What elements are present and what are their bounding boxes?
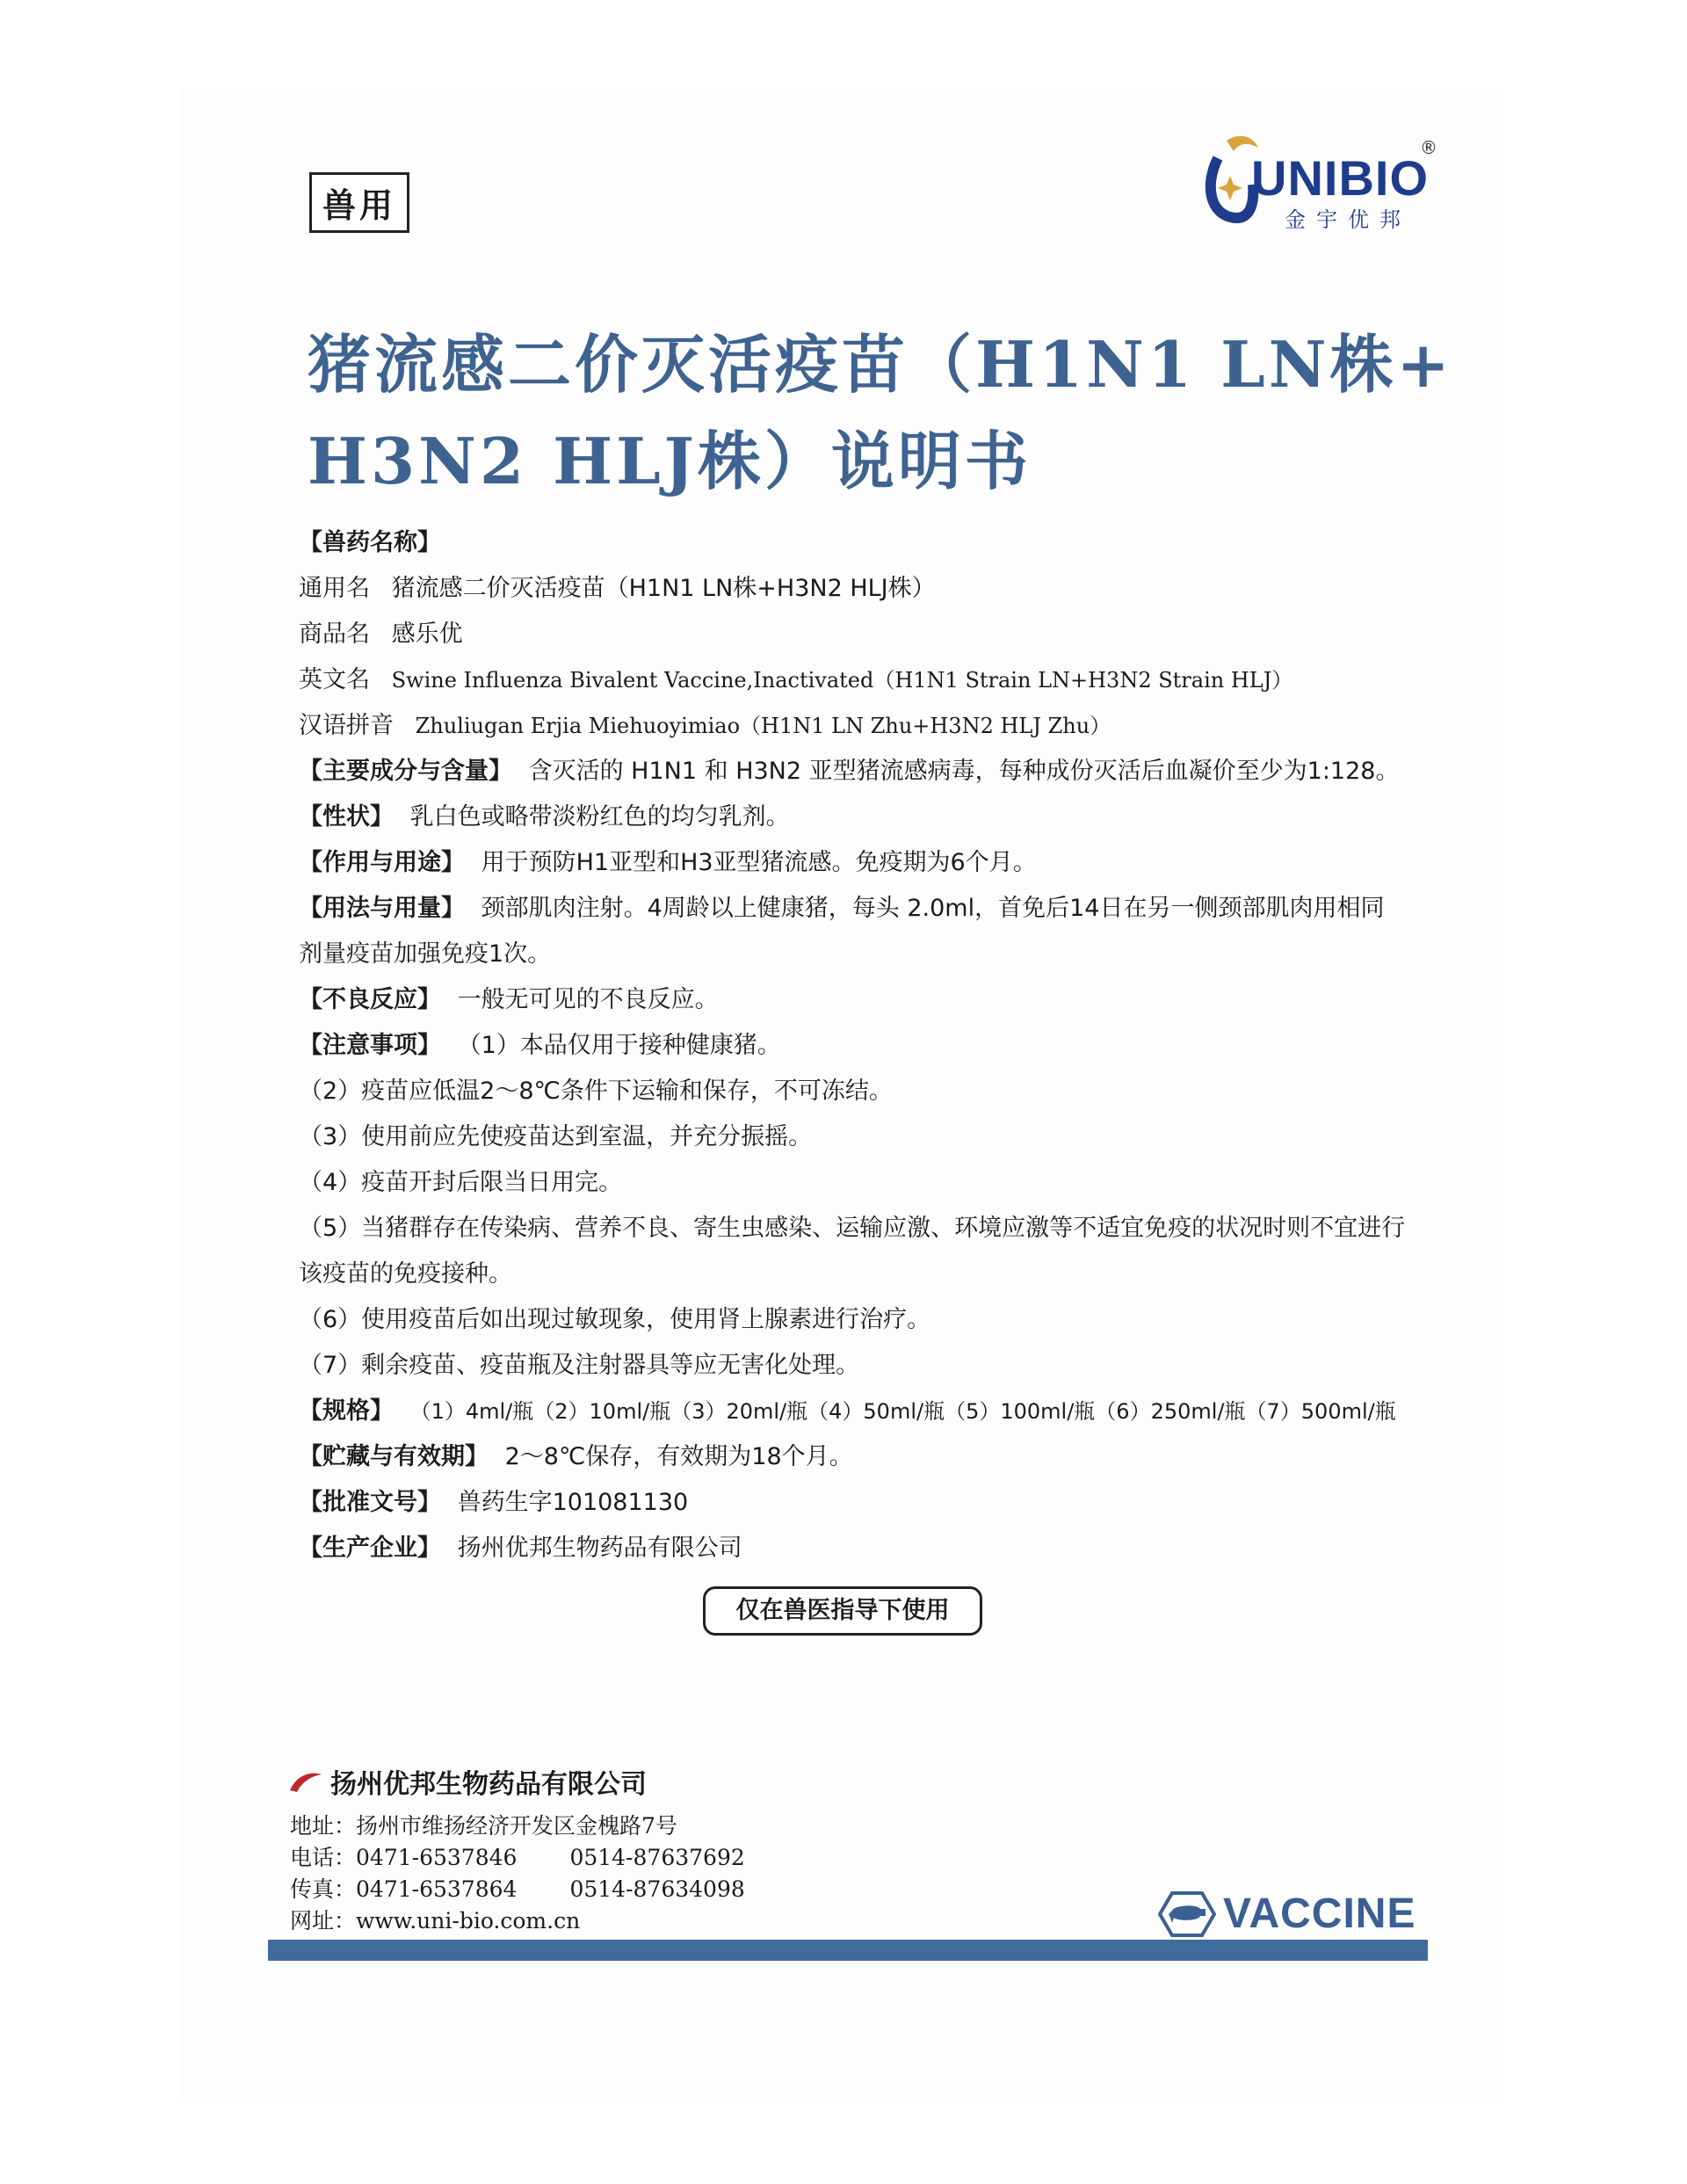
precaution-7: （7）剩余疫苗、疫苗瓶及注射器具等应无害化处理。	[299, 1352, 860, 1379]
precaution-2-row	[299, 1071, 893, 1106]
precaution-7-row	[299, 1346, 859, 1380]
english-name-value: Swine Influenza Bivalent Vaccine,Inactivated（H1N1 Strain LN+H3N2 Strain HLJ）	[391, 668, 1293, 693]
generic-name-row	[299, 569, 936, 603]
dosage-value-1: 颈部肌肉注射。4周龄以上健康猪，每头 2.0ml，首免后14日在另一侧颈部肌肉用相同	[481, 895, 1385, 922]
spec-row	[299, 1391, 1396, 1426]
generic-name-label: 通用名	[299, 575, 370, 602]
pinyin-name-row	[299, 706, 1111, 740]
vet-name-header-row	[299, 523, 441, 557]
english-name-row	[299, 660, 1292, 694]
vet-guidance-notice: 仅在兽医指导下使用	[703, 1586, 982, 1636]
footer-fax-row	[290, 1874, 745, 1905]
precaution-3-row	[299, 1117, 812, 1151]
footer-bar	[268, 1940, 1428, 1961]
precaution-5a: （5）当猪群存在传染病、营养不良、寄生虫感染、运输应激、环境应激等不适宜免疫的状况时则不宜进行	[299, 1215, 1406, 1242]
document-title	[308, 316, 1485, 510]
phone-1: 0471-6537846	[356, 1845, 518, 1870]
precaution-5b-row	[299, 1254, 512, 1288]
ingredients-label: 【主要成分与含量】	[299, 758, 512, 785]
logo-text: UNIBIO	[1251, 150, 1429, 206]
precaution-5-row	[299, 1208, 1405, 1243]
dosage-row-2	[299, 934, 551, 969]
vet-name-header: 【兽药名称】	[299, 529, 441, 556]
storage-row	[299, 1437, 853, 1471]
precaution-6-row	[299, 1300, 930, 1334]
dosage-value-2: 剂量疫苗加强免疫1次。	[299, 940, 552, 968]
pinyin-name-label: 汉语拼音	[299, 712, 394, 739]
dosage-label: 【用法与用量】	[299, 895, 465, 922]
dosage-row	[299, 889, 1384, 923]
usage-value: 用于预防H1亚型和H3亚型猪流感。免疫期为6个月。	[481, 849, 1037, 876]
usage-label: 【作用与用途】	[299, 849, 465, 876]
appearance-label: 【性状】	[299, 803, 394, 831]
precautions-label: 【注意事项】	[299, 1032, 441, 1059]
adverse-row	[299, 980, 719, 1014]
precaution-4: （4）疫苗开封后限当日用完。	[299, 1169, 623, 1196]
appearance-value: 乳白色或略带淡粉红色的均匀乳剂。	[409, 803, 790, 831]
vaccine-text: VACCINE	[1223, 1890, 1416, 1937]
adverse-label: 【不良反应】	[299, 986, 441, 1013]
spec-label: 【规格】	[299, 1397, 394, 1425]
trade-name-label: 商品名	[299, 620, 370, 648]
footer-contact	[290, 1810, 745, 1937]
approval-label: 【批准文号】	[299, 1489, 441, 1516]
storage-value: 2～8℃保存，有效期为18个月。	[504, 1443, 853, 1470]
vaccine-logo	[1158, 1890, 1415, 1938]
title-line-2: H3N2 HLJ株）说明书	[308, 424, 1032, 498]
precaution-6: （6）使用疫苗后如出现过敏现象，使用肾上腺素进行治疗。	[299, 1306, 931, 1333]
precaution-4-row	[299, 1163, 622, 1197]
phone-2: 0514-87637692	[569, 1845, 745, 1870]
footer-website: 网址：www.uni-bio.com.cn	[290, 1908, 581, 1934]
usage-row	[299, 843, 1037, 877]
approval-value: 兽药生字101081130	[457, 1489, 689, 1516]
phone-label: 电话：	[290, 1845, 357, 1870]
trade-name-row	[299, 614, 463, 649]
unibio-logo	[1206, 132, 1437, 237]
approval-row	[299, 1483, 688, 1517]
storage-label: 【贮藏与有效期】	[299, 1443, 489, 1470]
generic-name-value: 猪流感二价灭活疫苗（H1N1 LN株+H3N2 HLJ株）	[391, 575, 936, 602]
fax-2: 0514-87634098	[569, 1876, 745, 1902]
adverse-value: 一般无可见的不良反应。	[457, 986, 719, 1013]
ingredients-row	[299, 751, 1399, 786]
trade-name-value: 感乐优	[391, 620, 463, 648]
footer-company	[288, 1762, 647, 1801]
pig-hexagon-icon	[1158, 1891, 1216, 1937]
veterinary-use-badge: 兽用	[309, 172, 409, 233]
title-line-1: 猪流感二价灭活疫苗（H1N1 LN株+	[308, 327, 1453, 402]
logo-subtitle: 金宇优邦	[1285, 207, 1411, 232]
fax-1: 0471-6537864	[356, 1876, 518, 1902]
english-name-label: 英文名	[299, 666, 370, 693]
manufacturer-label: 【生产企业】	[299, 1535, 441, 1562]
footer-company-name: 扬州优邦生物药品有限公司	[330, 1769, 647, 1800]
spec-value: （1）4ml/瓶（2）10ml/瓶（3）20ml/瓶（4）50ml/瓶（5）100ml/瓶（6）250ml/瓶（7）500ml/瓶	[409, 1399, 1396, 1424]
manufacturer-value: 扬州优邦生物药品有限公司	[457, 1535, 742, 1562]
footer-address: 地址：扬州市维扬经济开发区金槐路7号	[290, 1813, 677, 1839]
ingredients-value: 含灭活的 H1N1 和 H3N2 亚型猪流感病毒，每种成份灭活后血凝价至少为1:128。	[528, 758, 1400, 785]
precaution-1: （1）本品仅用于接种健康猪。	[457, 1032, 781, 1059]
footer-phone-row	[290, 1842, 745, 1874]
precautions-row	[299, 1026, 781, 1060]
fax-label: 传真：	[290, 1876, 357, 1902]
company-swoosh-icon	[288, 1769, 323, 1794]
precaution-5b: 该疫苗的免疫接种。	[299, 1260, 512, 1288]
pinyin-name-value: Zhuliugan Erjia Miehuoyimiao（H1N1 LN Zhu+H3N2 HLJ Zhu）	[415, 714, 1111, 738]
manufacturer-row	[299, 1528, 742, 1563]
precaution-3: （3）使用前应先使疫苗达到室温，并充分振摇。	[299, 1123, 813, 1150]
appearance-row	[299, 797, 790, 831]
registered-mark: ®	[1420, 137, 1437, 158]
precaution-2: （2）疫苗应低温2～8℃条件下运输和保存，不可冻结。	[299, 1077, 893, 1105]
